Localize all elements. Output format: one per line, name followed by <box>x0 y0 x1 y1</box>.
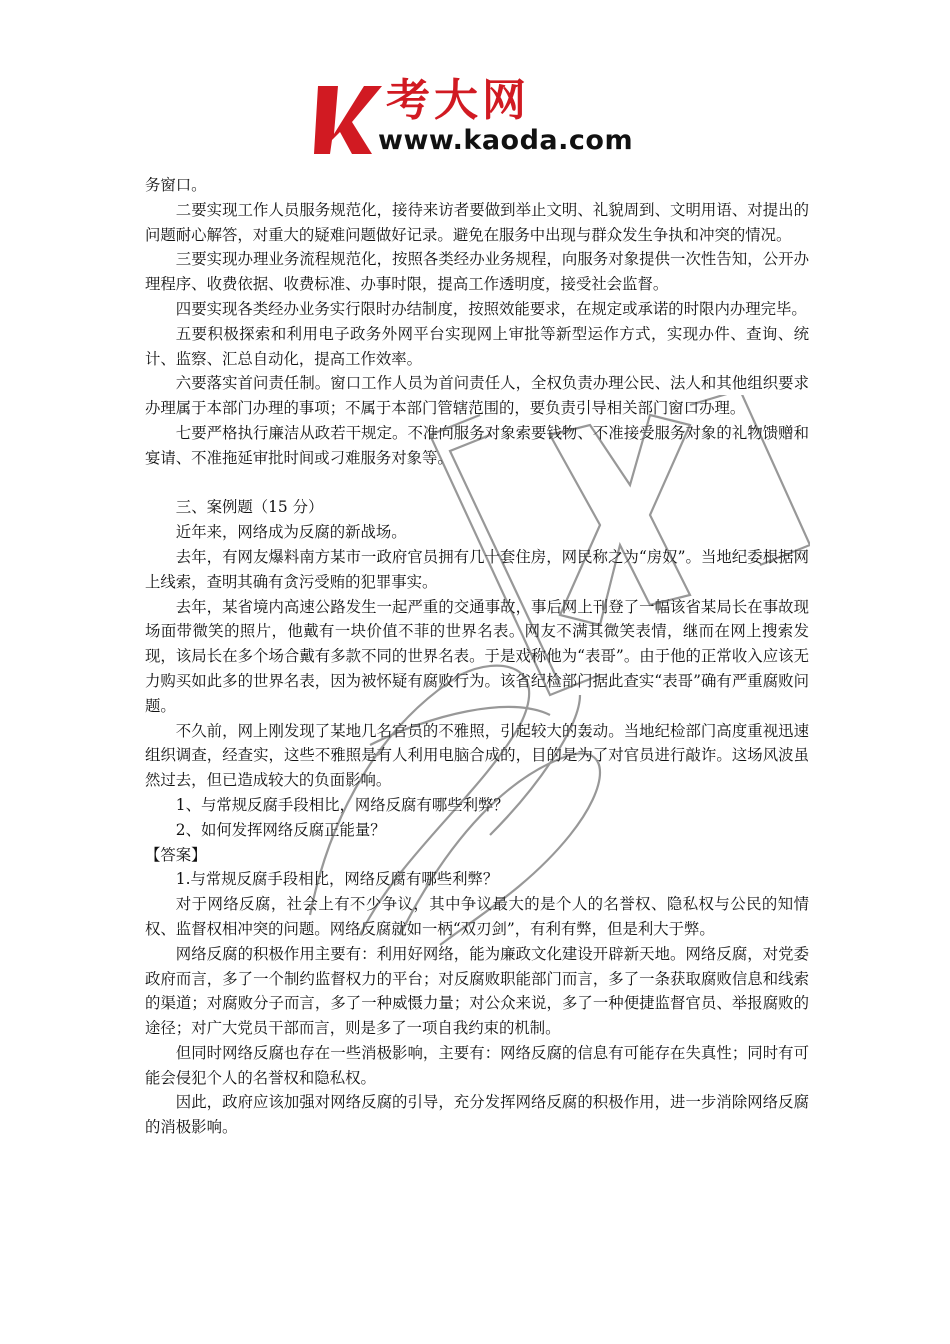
paragraph: 近年来，网络成为反腐的新战场。 <box>175 523 407 542</box>
paragraph: 【答案】 <box>145 845 207 864</box>
paragraph: 三、案例题（15 分） <box>175 498 324 517</box>
logo-brand-text: 考大网 <box>386 75 530 126</box>
paragraph: 二要实现工作人员服务规范化，接待来访者要做到举止文明、礼貌周到、文明用语、对提出的问题耐心解答，对重大的疑难问题做好记录。避免在服务中出现与群众发生争执和冲突的情况。 <box>145 200 809 244</box>
paragraph: 五要积极探索和利用电子政务外网平台实现网上审批等新型运作方式，实现办件、查询、统计、监察、汇总自动化，提高工作效率。 <box>145 324 809 368</box>
paragraph: 去年，有网友爆料南方某市一政府官员拥有几十套住房，网民称之为“房奴”。当地纪委根据网上线索，查明其确有贪污受贿的犯罪事实。 <box>145 547 809 591</box>
paragraph: 1.与常规反腐手段相比，网络反腐有哪些利弊？ <box>175 870 499 889</box>
paragraph: 但同时网络反腐也存在一些消极影响，主要有：网络反腐的信息有可能存在失真性；同时有可能会侵犯个人的名誉权和隐私权。 <box>145 1043 809 1087</box>
paragraph: 不久前，网上刚发现了某地几名官员的不雅照，引起较大的轰动。当地纪检部门高度重视迅速组织调查，经查实，这些不雅照是有人利用电脑合成的，目的是为了对官员进行敲诈。这场风波虽然过去，但已造成较大的负面影响。 <box>145 721 809 790</box>
paragraph: 三要实现办理业务流程规范化，按照各类经办业务规程，向服务对象提供一次性告知，公开办理程序、收费依据、收费标准、办事时限，提高工作透明度，接受社会监督。 <box>145 250 809 294</box>
paragraph: 六要落实首问责任制。窗口工作人员为首问责任人，全权负责办理公民、法人和其他组织要求办理属于本部门办理的事项；不属于本部门管辖范围的，要负责引导相关部门窗口办理。 <box>145 374 809 418</box>
paragraph: 因此，政府应该加强对网络反腐的引导，充分发挥网络反腐的积极作用，进一步消除网络反腐的消极影响。 <box>145 1093 809 1137</box>
paragraph: 四要实现各类经办业务实行限时办结制度，按照效能要求，在规定或承诺的时限内办理完毕。 <box>175 299 807 318</box>
paragraph: 务窗口。 <box>145 176 207 194</box>
paragraph: 七要严格执行廉洁从政若干规定。不准向服务对象索要钱物、不准接受服务对象的礼物馈赠和宴请、不准拖延审批时间或刁难服务对象等。 <box>145 423 809 467</box>
paragraph: 2、如何发挥网络反腐正能量？ <box>175 820 386 839</box>
paragraph: 对于网络反腐，社会上有不少争议，其中争议最大的是个人的名誉权、隐私权与公民的知情权、监督权相冲突的问题。网络反腐就如一柄“双刃剑”，有利有弊，但是利大于弊。 <box>145 895 809 938</box>
paragraph: 1、与常规反腐手段相比，网络反腐有哪些利弊？ <box>175 795 509 814</box>
document-body <box>145 173 809 1140</box>
logo-k-icon <box>312 82 384 158</box>
logo-url-text: www.kaoda.com <box>378 125 634 156</box>
paragraph: 去年，某省境内高速公路发生一起严重的交通事故，事后网上刊登了一幅该省某局长在事故现场面带微笑的照片，他戴有一块价值不菲的世界名表。网友不满其微笑表情，继而在网上搜索发现，该局长在多个场合戴有多款不同的世界名表。于是戏称他为“表哥”。由于他的正常收入应该无力购买如此多的世界名表，因为被怀疑有腐败行为。该省纪检部门据此查实“表哥”确有严重腐败问题。 <box>145 597 809 715</box>
kaoda-logo <box>312 76 642 160</box>
paragraph: 网络反腐的积极作用主要有：利用好网络，能为廉政文化建设开辟新天地。网络反腐，对党委政府而言，多了一个制约监督权力的平台；对反腐败职能部门而言，多了一条获取腐败信息和线索的渠道；对腐败分子而言，多了一种威慑力量；对公众来说，多了一种便捷监督官员、举报腐败的途径；对广大党员干部而言，则是多了一项自我约束的机制。 <box>145 944 809 1038</box>
